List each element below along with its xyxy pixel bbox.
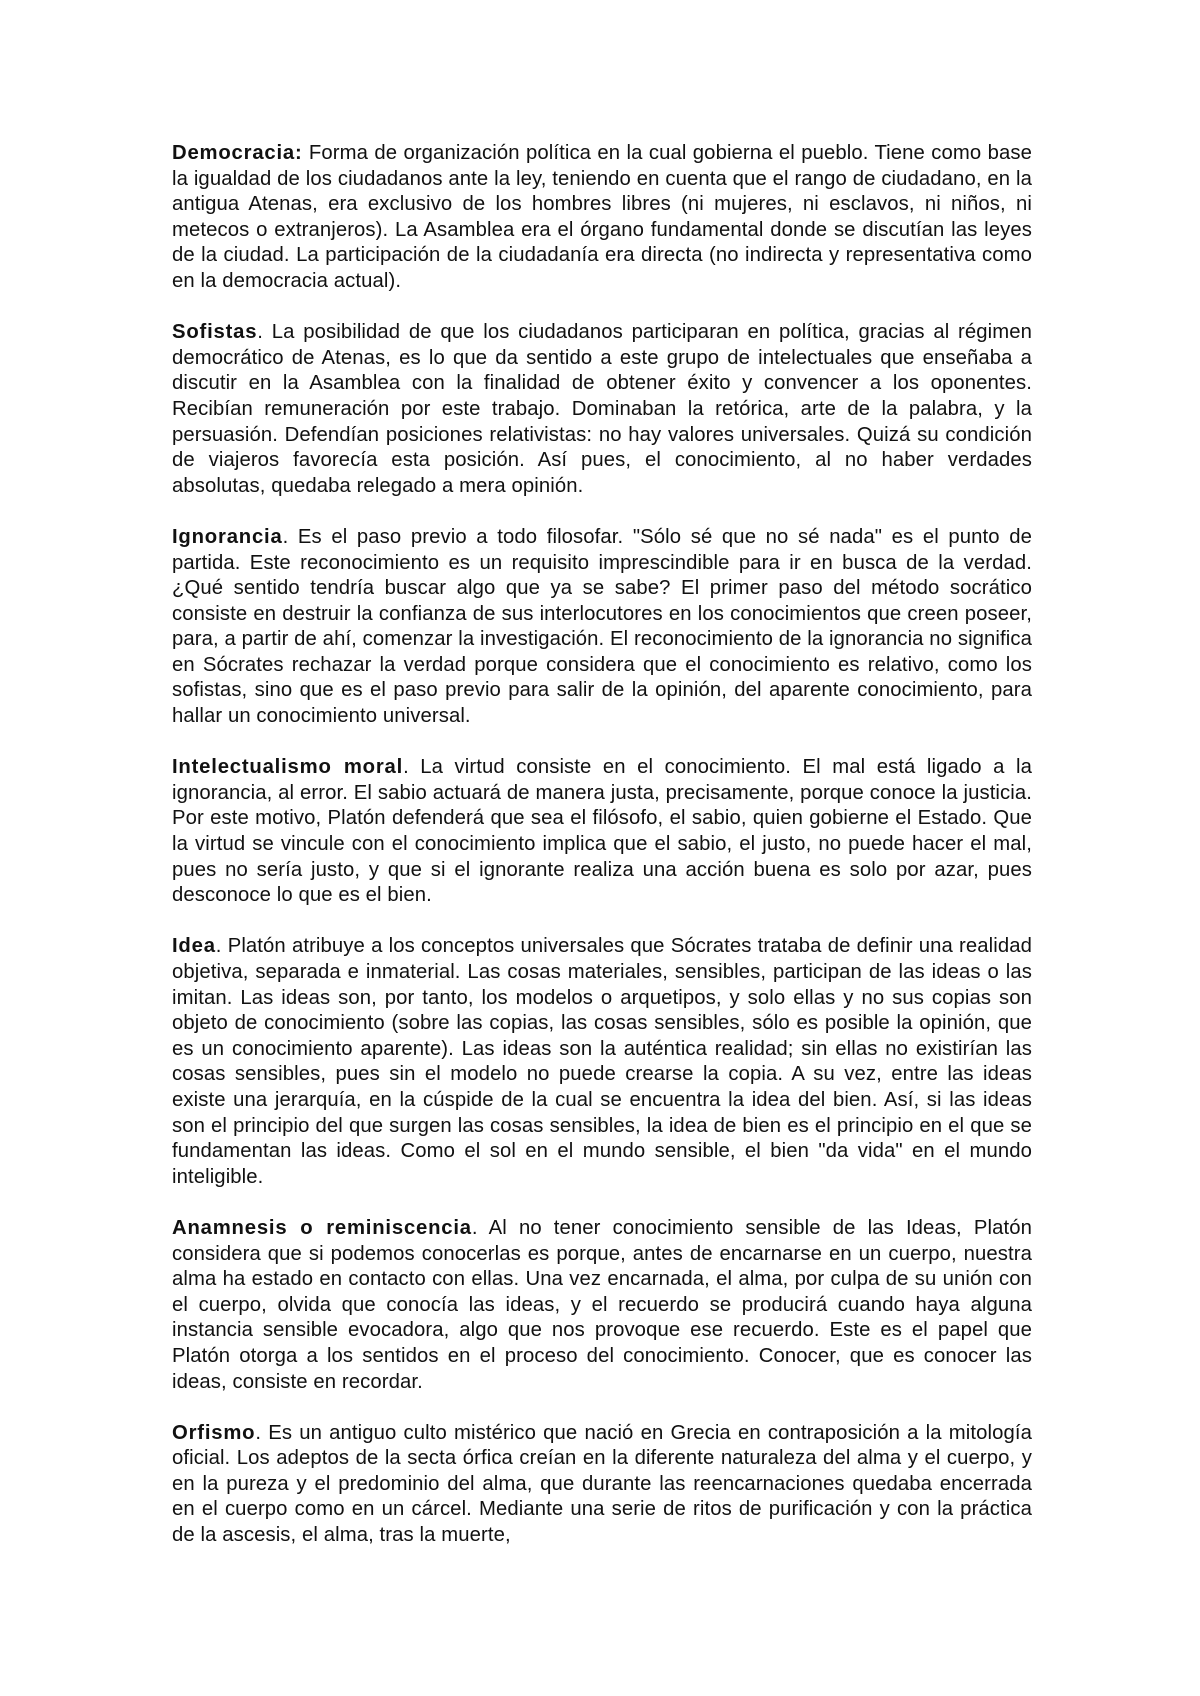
entry-ignorancia [172, 525, 1032, 730]
definition-orfismo: . Es un antiguo culto mistérico que nació en Grecia en contraposición a la mitología oficial. Los adeptos de la secta órfica creían en la diferente naturaleza del alma y el cuerpo, y en la pureza y el predominio del alma, que durante las reencarnaciones quedaba encerrada en el cuerpo como en un cárcel. Mediante una serie de ritos de purificación y con la práctica de la ascesis, el alma, tras la muerte, [172, 1421, 1032, 1547]
document-page [172, 141, 1032, 1574]
term-anamnesis: Anamnesis o reminiscencia [172, 1216, 472, 1239]
definition-democracia: Forma de organización política en la cual gobierna el pueblo. Tiene como base la igualdad de los ciudadanos ante la ley, teniendo en cuenta que el rango de ciudadano, en la antigua Atenas, era exclusivo de los hombres libres (ni mujeres, ni esclavos, ni niños, ni metecos o extranjeros). La Asamblea era el órgano fundamental donde se discutían las leyes de la ciudad. La participación de la ciudadanía era directa (no indirecta y representativa como en la democracia actual). [172, 142, 1032, 292]
definition-idea: . Platón atribuye a los conceptos universales que Sócrates trataba de definir una realidad objetiva, separada e inmaterial. Las cosas materiales, sensibles, participan de las ideas o las imitan. Las ideas son, por tanto, los modelos o arquetipos, y solo ellas y no sus copias son objeto de conocimiento (sobre las copias, las cosas sensibles, sólo es posible la opinión, que es un conocimiento aparente). Las ideas son la auténtica realidad; sin ellas no existirían las cosas sensibles, pues sin el modelo no puede crearse la copia. A su vez, entre las ideas existe una jerarquía, en la cúspide de la cual se encuentra la idea del bien. Así, si las ideas son el principio del que surgen las cosas sensibles, la idea de bien es el principio en el que se fundamentan las ideas. Como el sol en el mundo sensible, el bien "da vida" en el mundo inteligible. [172, 935, 1032, 1188]
entry-orfismo [172, 1421, 1032, 1549]
term-intelectualismo-moral: Intelectualismo moral [172, 756, 404, 779]
term-sofistas: Sofistas [172, 321, 258, 344]
entry-idea [172, 934, 1032, 1190]
definition-anamnesis: . Al no tener conocimiento sensible de las Ideas, Platón considera que si podemos conocerlas es porque, antes de encarnarse en un cuerpo, nuestra alma ha estado en contacto con ellas. Una vez encarnada, el alma, por culpa de su unión con el cuerpo, olvida que conocía las ideas, y el recuerdo se producirá cuando haya alguna instancia sensible evocadora, algo que nos provoque ese recuerdo. Este es el papel que Platón otorga a los sentidos en el proceso del conocimiento. Conocer, que es conocer las ideas, consiste en recordar. [172, 1216, 1032, 1393]
definition-sofistas: . La posibilidad de que los ciudadanos participaran en política, gracias al régimen democrático de Atenas, es lo que da sentido a este grupo de intelectuales que enseñaba a discutir en la Asamblea con la finalidad de obtener éxito y convencer a los oponentes. Recibían remuneración por este trabajo. Dominaban la retórica, arte de la palabra, y la persuasión. Defendían posiciones relativistas: no hay valores universales. Quizá su condición de viajeros favorecía esta posición. Así pues, el conocimiento, al no haber verdades absolutas, quedaba relegado a mera opinión. [172, 321, 1032, 497]
term-democracia: Democracia: [172, 142, 303, 164]
term-idea: Idea [172, 935, 216, 958]
entry-sofistas [172, 320, 1032, 499]
term-orfismo: Orfismo [172, 1421, 256, 1444]
entry-anamnesis [172, 1216, 1032, 1395]
definition-ignorancia: . Es el paso previo a todo filosofar. "Sólo sé que no sé nada" es el punto de partida. Este reconocimiento es un requisito imprescindible para ir en busca de la verdad. ¿Qué sentido tendría buscar algo que ya se sabe? El primer paso del método socrático consiste en destruir la confianza de sus interlocutores en los conocimientos que creen poseer, para, a partir de ahí, comenzar la investigación. El reconocimiento de la ignorancia no significa en Sócrates rechazar la verdad porque considera que el conocimiento es relativo, como los sofistas, sino que es el paso previo para salir de la opinión, del aparente conocimiento, para hallar un conocimiento universal. [172, 525, 1032, 728]
entry-democracia [172, 141, 1032, 295]
term-ignorancia: Ignorancia [172, 525, 283, 548]
definition-intelectualismo-moral: . La virtud consiste en el conocimiento. El mal está ligado a la ignorancia, al error. El sabio actuará de manera justa, precisamente, porque conoce la justicia. Por este motivo, Platón defenderá que sea el filósofo, el sabio, quien gobierne el Estado. Que la virtud se vincule con el conocimiento implica que el sabio, el justo, no puede hacer el mal, pues no sería justo, y que si el ignorante realiza una acción buena es solo por azar, pues desconoce lo que es el bien. [172, 756, 1032, 907]
entry-intelectualismo-moral [172, 755, 1032, 909]
